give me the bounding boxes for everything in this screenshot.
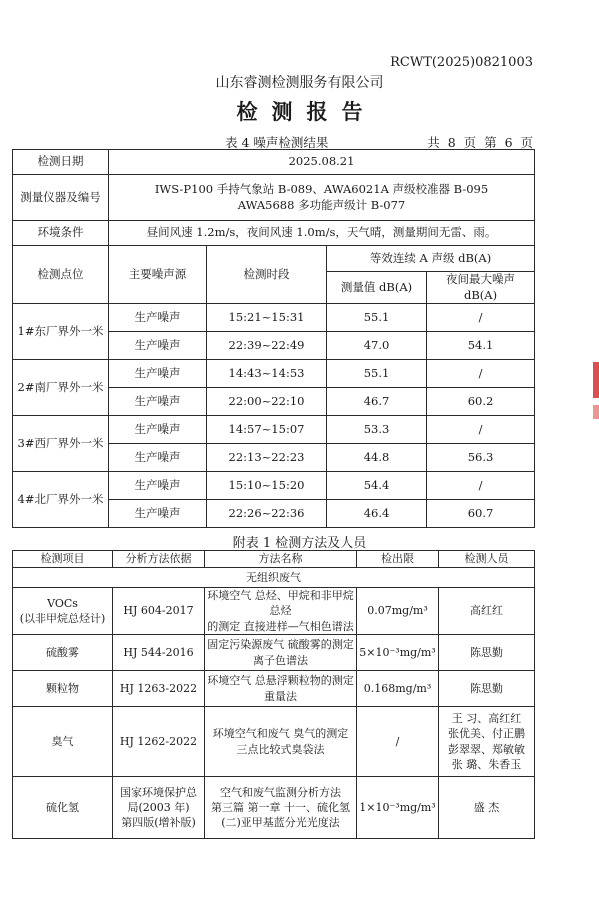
basis-line: 局(2003 年): [127, 800, 190, 814]
measured-value: 54.4: [327, 472, 427, 500]
method-line: 固定污染源废气 硫酸雾的测定: [207, 638, 354, 652]
night-max-value: /: [427, 416, 535, 444]
table-row: [13, 777, 535, 839]
date-row: [13, 150, 535, 175]
method-line: 第三篇 第一章 十一、硫化氢: [211, 800, 350, 814]
night-max-value: 56.3: [427, 444, 535, 472]
item-name: VOCs: [47, 596, 78, 610]
report-number: RCWT(2025)0821003: [390, 55, 533, 70]
night-max-value: 60.2: [427, 388, 535, 416]
header-period: 检测时段: [207, 246, 327, 304]
measured-value: 46.7: [327, 388, 427, 416]
table-row: [13, 416, 535, 444]
period: 14:57~15:07: [207, 416, 327, 444]
environment-value: 昼间风速 1.2m/s，夜间风速 1.0m/s，天气晴，测量期间无雷、雨。: [109, 221, 535, 246]
method-name: [205, 588, 357, 635]
header-measured: 测量值 dB(A): [327, 272, 427, 304]
basis: [113, 777, 205, 839]
item-subtitle: (以非甲烷总烃计): [19, 612, 106, 626]
item-name: 臭气: [13, 707, 113, 777]
table-row: [13, 304, 535, 332]
date-label: 检测日期: [13, 150, 109, 175]
staff: 高红红: [439, 588, 535, 635]
detection-limit: 0.168mg/m³: [357, 671, 439, 707]
measured-value: 47.0: [327, 332, 427, 360]
table-row: [13, 588, 535, 635]
section-label: 无组织废气: [13, 568, 535, 588]
method-header-row: [13, 551, 535, 568]
seal-edge-mark: [593, 362, 599, 398]
detection-limit: 5×10⁻³mg/m³: [357, 635, 439, 671]
table-row: [13, 635, 535, 671]
staff-line: 彭翠翠、郑敏敏: [448, 742, 525, 756]
document-title: 检测报告: [236, 99, 377, 124]
instrument-label: 测量仪器及编号: [13, 175, 109, 221]
instrument-value: [109, 175, 535, 221]
method-name: [205, 635, 357, 671]
instrument-line-2: AWA5688 多功能声级计 B-077: [237, 197, 406, 212]
method-line: 环境空气 总悬浮颗粒物的测定: [207, 674, 354, 688]
instrument-row: [13, 175, 535, 221]
noise-source: 生产噪声: [109, 388, 207, 416]
basis: HJ 604-2017: [113, 588, 205, 635]
period: 22:00~22:10: [207, 388, 327, 416]
item-name: 硫酸雾: [13, 635, 113, 671]
header-staff: 检测人员: [439, 551, 535, 568]
item-name: 硫化氢: [13, 777, 113, 839]
method-line: (二)亚甲基蓝分光光度法: [221, 816, 340, 830]
noise-result-table: [12, 149, 535, 528]
noise-source: 生产噪声: [109, 416, 207, 444]
period: 22:39~22:49: [207, 332, 327, 360]
appendix-title: 附表 1 检测方法及人员: [232, 536, 367, 551]
table-row: [13, 671, 535, 707]
noise-source: 生产噪声: [109, 444, 207, 472]
header-limit: 检出限: [357, 551, 439, 568]
period: 22:13~22:23: [207, 444, 327, 472]
night-max-value: /: [427, 360, 535, 388]
header-row-1: [13, 246, 535, 272]
basis: HJ 1262-2022: [113, 707, 205, 777]
period: 14:43~14:53: [207, 360, 327, 388]
basis: HJ 544-2016: [113, 635, 205, 671]
period: 22:26~22:36: [207, 500, 327, 528]
section-row: [13, 568, 535, 588]
date-value: 2025.08.21: [109, 150, 535, 175]
detection-limit: /: [357, 707, 439, 777]
noise-source: 生产噪声: [109, 472, 207, 500]
noise-source: 生产噪声: [109, 500, 207, 528]
method-line: 空气和废气监测分析方法: [220, 785, 341, 799]
seal-edge-mark: [593, 405, 599, 419]
measured-value: 44.8: [327, 444, 427, 472]
item-cell: [13, 588, 113, 635]
header-leq: 等效连续 A 声级 dB(A): [327, 246, 535, 272]
header-point: 检测点位: [13, 246, 109, 304]
noise-source: 生产噪声: [109, 360, 207, 388]
point-name: 4#北厂界外一米: [13, 472, 109, 528]
method-name: [205, 707, 357, 777]
staff: 陈思勤: [439, 635, 535, 671]
method-line: 离子色谱法: [253, 653, 308, 667]
environment-label: 环境条件: [13, 221, 109, 246]
table-caption: 表 4 噪声检测结果: [225, 135, 329, 150]
method-name: [205, 671, 357, 707]
table-row: [13, 707, 535, 777]
point-name: 3#西厂界外一米: [13, 416, 109, 472]
header-item: 检测项目: [13, 551, 113, 568]
method-line: 三点比较式臭袋法: [236, 742, 325, 756]
detection-limit: 1×10⁻³mg/m³: [357, 777, 439, 839]
basis: HJ 1263-2022: [113, 671, 205, 707]
method-line: 的测定 直接进样—气相色谱法: [207, 619, 354, 633]
header-source: 主要噪声源: [109, 246, 207, 304]
noise-source: 生产噪声: [109, 304, 207, 332]
period: 15:21~15:31: [207, 304, 327, 332]
basis-line: 第四版(增补版): [121, 816, 196, 830]
method-table: [12, 550, 535, 839]
item-name: 颗粒物: [13, 671, 113, 707]
table-row: [13, 360, 535, 388]
measured-value: 55.1: [327, 304, 427, 332]
header-basis: 分析方法依据: [113, 551, 205, 568]
night-max-value: /: [427, 304, 535, 332]
night-max-value: /: [427, 472, 535, 500]
staff: 陈思勤: [439, 671, 535, 707]
environment-row: [13, 221, 535, 246]
method-line: 环境空气 总烃、甲烷和非甲烷总烃: [207, 589, 354, 618]
method-line: 环境空气和废气 臭气的测定: [212, 727, 349, 741]
page-info: 共 8 页 第 6 页: [427, 135, 533, 150]
header-night-max: 夜间最大噪声 dB(A): [427, 272, 535, 304]
header-method: 方法名称: [205, 551, 357, 568]
measured-value: 55.1: [327, 360, 427, 388]
noise-source: 生产噪声: [109, 332, 207, 360]
staff: [439, 707, 535, 777]
method-line: 重量法: [264, 689, 297, 703]
staff-line: 王 习、高红红: [451, 711, 522, 725]
point-name: 2#南厂界外一米: [13, 360, 109, 416]
point-name: 1#东厂界外一米: [13, 304, 109, 360]
company-name: 山东睿测检测服务有限公司: [215, 75, 384, 91]
method-name: [205, 777, 357, 839]
staff: 盛 杰: [439, 777, 535, 839]
measured-value: 46.4: [327, 500, 427, 528]
period: 15:10~15:20: [207, 472, 327, 500]
night-max-value: 54.1: [427, 332, 535, 360]
basis-line: 国家环境保护总: [120, 785, 197, 799]
night-max-value: 60.7: [427, 500, 535, 528]
detection-limit: 0.07mg/m³: [357, 588, 439, 635]
staff-line: 张 璐、朱香玉: [451, 758, 522, 772]
measured-value: 53.3: [327, 416, 427, 444]
staff-line: 张优美、付正鹏: [448, 727, 525, 741]
instrument-line-1: IWS-P100 手持气象站 B-089、AWA6021A 声级校准器 B-095: [154, 181, 489, 196]
table-row: [13, 472, 535, 500]
